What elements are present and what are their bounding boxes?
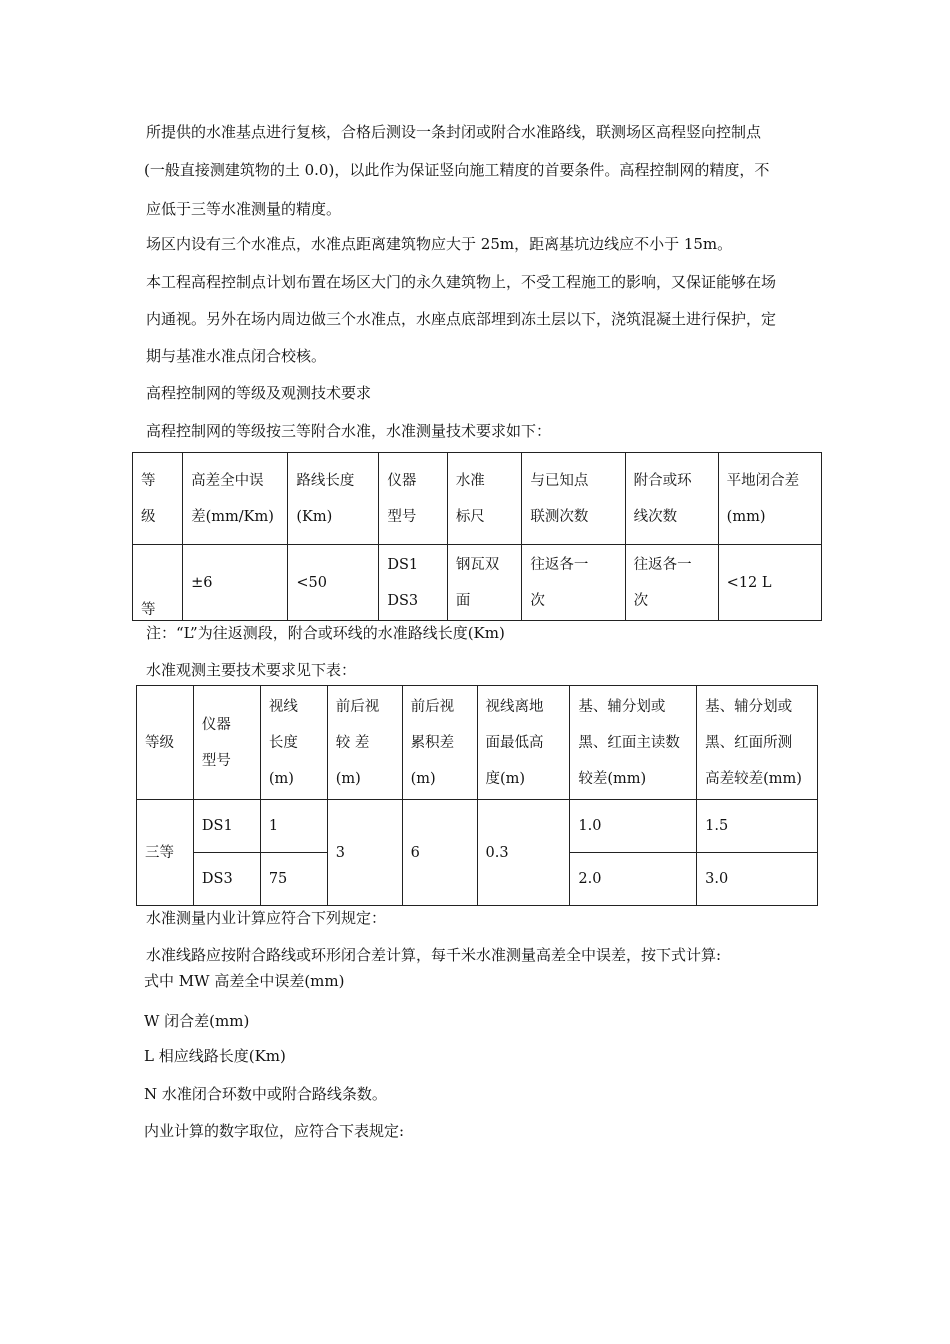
- paragraph: 式中 MW 高差全中误差(mm): [144, 972, 345, 990]
- table-cell: DS3: [201, 871, 233, 887]
- table-cell: ±6: [191, 574, 213, 591]
- paragraph: 内业计算的数字取位，应符合下表规定:: [144, 1122, 405, 1140]
- table-cell: <50: [296, 574, 327, 591]
- paragraph: 水准线路应按附合路线或环形闭合差计算，每千米水准测量高差全中误差，按下式计算:: [146, 946, 722, 964]
- table-cell: 往返各一 次: [633, 556, 692, 609]
- table-cell: 视线离地 面最低高 度(m): [485, 698, 544, 787]
- table-cell: DS1 DS3: [387, 556, 419, 609]
- table-cell: 钢瓦双 面: [455, 556, 500, 609]
- table-cell: DS1: [201, 818, 233, 834]
- leveling-requirements-table: [132, 452, 822, 621]
- table-cell: 3: [335, 844, 345, 861]
- table-cell: 仪器 型号: [201, 716, 231, 769]
- table-cell: 0.3: [485, 844, 509, 861]
- observation-requirements-table: [136, 685, 818, 906]
- table-cell: 往返各一 次: [530, 556, 589, 609]
- table-cell: 前后视 较 差 (m): [335, 698, 380, 787]
- table-cell: 平地闭合差 (mm): [726, 472, 800, 525]
- table-cell: 附合或环 线次数: [633, 472, 692, 525]
- table-cell: 2.0: [578, 871, 602, 887]
- paragraph: 本工程高程控制点计划布置在场区大门的永久建筑物上，不受工程施工的影响，又保证能够在场: [146, 273, 777, 291]
- table-note: 注：“L”为往返测段，附合或环线的水准路线长度(Km): [146, 624, 505, 642]
- table-cell: 仪器 型号: [387, 472, 417, 525]
- table-cell: 6: [410, 844, 420, 861]
- paragraph: 场区内设有三个水准点，水准点距离建筑物应大于 25m，距离基坑边线应不小于 15m。: [146, 235, 733, 253]
- paragraph: 水准观测主要技术要求见下表：: [146, 661, 357, 679]
- table-cell: 等: [141, 602, 156, 618]
- paragraph: W 闭合差(mm): [144, 1012, 250, 1030]
- paragraph: 内通视。另外在场内周边做三个水准点，水座点底部埋到冻土层以下，浇筑混凝土进行保护，定: [146, 310, 777, 328]
- table-cell: 三等: [145, 844, 174, 861]
- paragraph: L 相应线路长度(Km): [144, 1047, 286, 1065]
- table-header-row: [133, 453, 822, 545]
- table-header-row: [137, 686, 818, 800]
- table-cell: 高差全中误 差(mm/Km): [191, 472, 274, 525]
- table-cell: 等 级: [141, 472, 156, 525]
- table-cell: <12 L: [726, 574, 772, 591]
- table-cell: 1.5: [705, 818, 729, 834]
- table-cell: 前后视 累积差 (m): [410, 698, 455, 787]
- table-cell: 水准 标尺: [455, 472, 485, 525]
- table-cell: 基、辅分划或 黑、红面主读数 较差(mm): [578, 698, 680, 787]
- table-cell: 1.0: [578, 818, 602, 834]
- paragraph: 应低于三等水准测量的精度。: [146, 200, 342, 218]
- table-cell: 基、辅分划或 黑、红面所测 高差较差(mm): [705, 698, 802, 787]
- table-cell: 路线长度 (Km): [296, 472, 355, 525]
- table-cell: 视线 长度 (m): [268, 698, 298, 787]
- table-row: [133, 545, 822, 621]
- table-cell: 与已知点 联测次数: [530, 472, 589, 525]
- table-cell: 等级: [145, 734, 174, 751]
- paragraph: 水准测量内业计算应符合下列规定：: [146, 909, 387, 927]
- table-row: [137, 800, 818, 853]
- paragraph: 所提供的水准基点进行复核，合格后测设一条封闭或附合水准路线，联测场区高程竖向控制点: [146, 123, 762, 141]
- section-heading: 高程控制网的等级及观测技术要求: [146, 384, 372, 402]
- table-cell: 3.0: [705, 871, 729, 887]
- table-cell: 1: [268, 818, 279, 834]
- paragraph: (一般直接测建筑物的土 0.0)，以此作为保证竖向施工精度的首要条件。高程控制网的精度，不: [144, 161, 770, 179]
- table-cell: 75: [268, 871, 288, 887]
- paragraph: 期与基准水准点闭合校核。: [146, 347, 327, 365]
- paragraph: N 水准闭合环数中或附合路线条数。: [144, 1085, 387, 1103]
- paragraph: 高程控制网的等级按三等附合水准，水准测量技术要求如下：: [146, 422, 552, 440]
